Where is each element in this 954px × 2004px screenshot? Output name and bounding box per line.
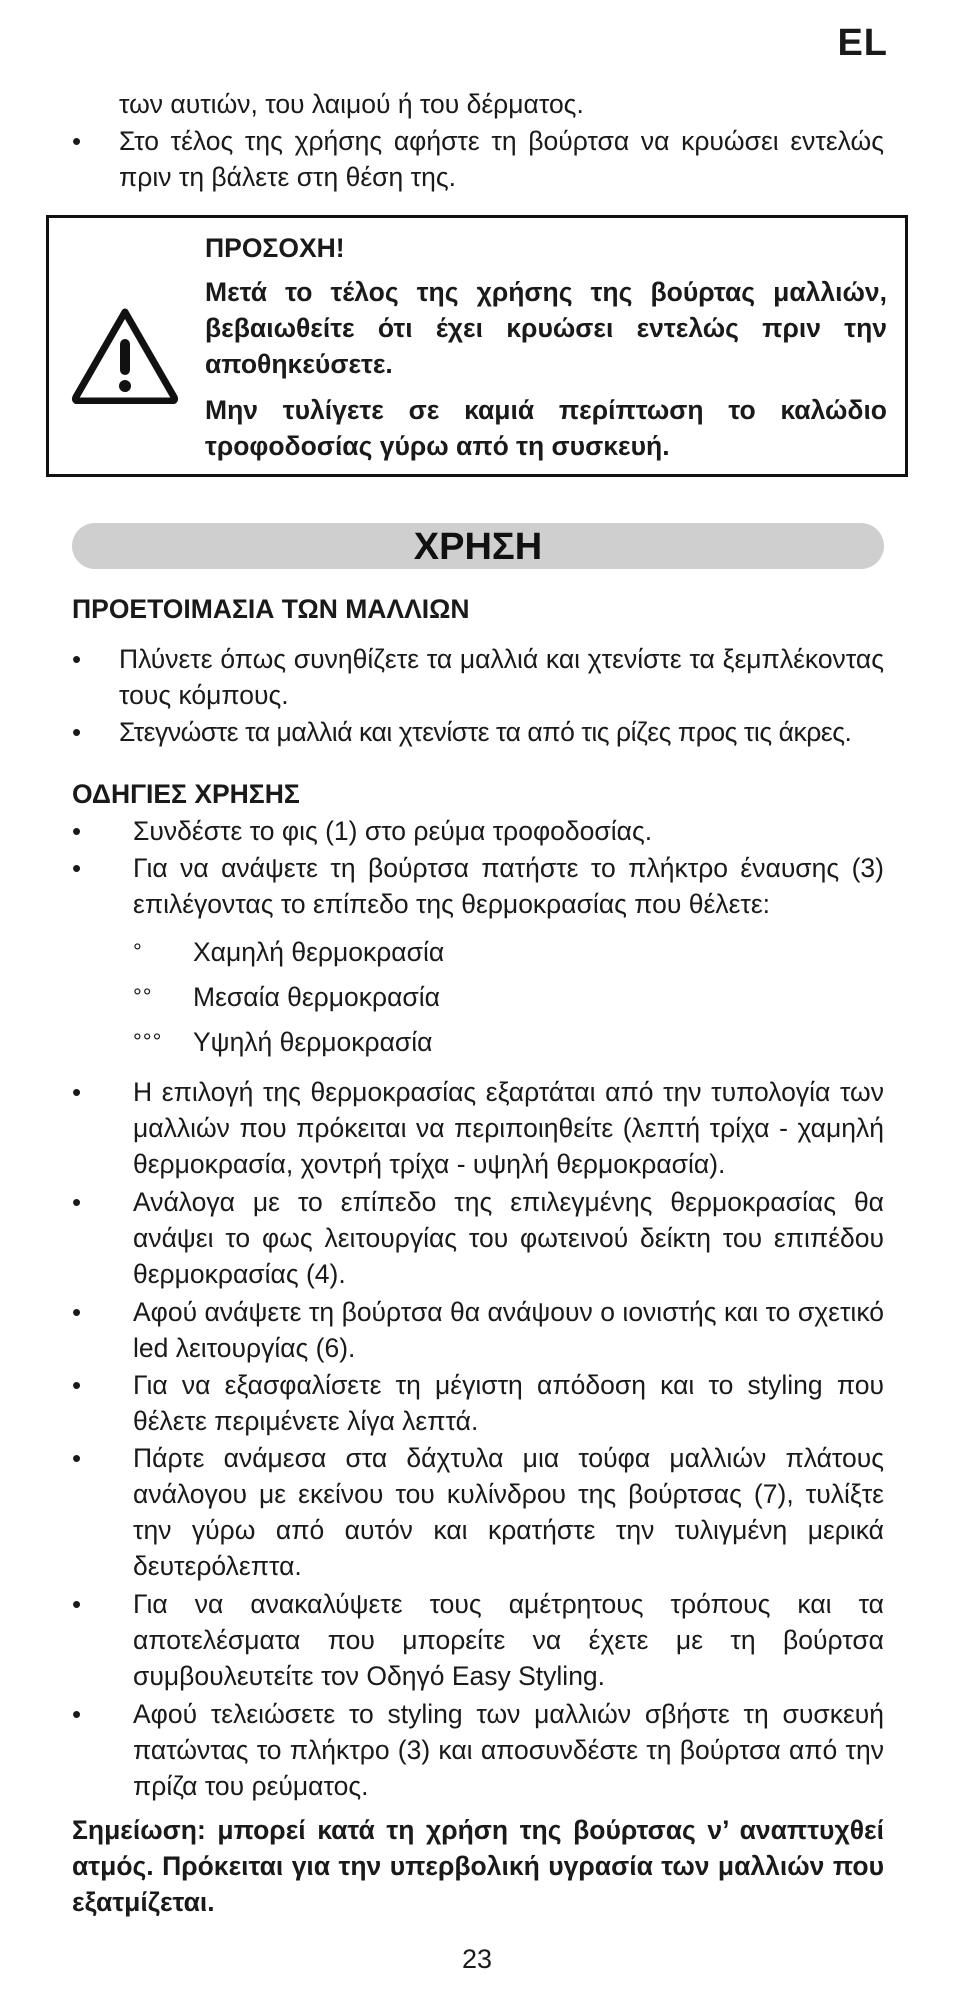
- bullet-marker: •: [72, 1589, 82, 1619]
- temperature-option: Υψηλή θερμοκρασία: [193, 1027, 433, 1057]
- temperature-mark: °°°: [133, 1029, 163, 1054]
- instruction-item: Η επιλογή της θερμοκρασίας εξαρτάται από την τυπολογία των μαλλιών που πρόκειται να περιποιηθείτε (λεπτή τρίχα - χαμηλή θερμοκρασία, χοντρή τρίχα - υψηλή θερμοκρασία).: [133, 1077, 884, 1179]
- prep-item: Πλύνετε όπως συνηθίζετε τα μαλλιά και χτενίστε τα ξεμπλέκοντας τους κόμπους.: [119, 644, 884, 710]
- warning-box: [46, 215, 908, 477]
- bullet-marker: •: [72, 1370, 82, 1400]
- instruction-item: Για να εξασφαλίσετε τη μέγιστη απόδοση και το styling που θέλετε περιμένετε λίγα λεπτά.: [133, 1370, 884, 1436]
- bullet-marker: •: [72, 1187, 82, 1217]
- temperature-option: Χαμηλή θερμοκρασία: [193, 937, 445, 967]
- prep-item: Στεγνώστε τα μαλλιά και χτενίστε τα από τις ρίζες προς τις άκρες.: [119, 717, 852, 747]
- bullet-marker: •: [72, 644, 82, 674]
- instruction-item: Ανάλογα με το επίπεδο της επιλεγμένης θερμοκρασίας θα ανάψει το φως λειτουργίας του φωτεινού δείκτη του επιπέδου θερμοκρασίας (4).: [133, 1187, 884, 1289]
- instruction-item: Αφού τελειώσετε το styling των μαλλιών σβήστε τη συσκευή πατώντας το πλήκτρο (3) και αποσυνδέστε τη βούρτσα από την πρίζα του ρεύματος.: [133, 1699, 884, 1801]
- bullet-marker: •: [72, 816, 82, 846]
- bullet-marker: •: [72, 1297, 82, 1327]
- bullet-marker: •: [72, 1443, 82, 1473]
- note-paragraph: Σημείωση: μπορεί κατά τη χρήση της βούρτσας ν’ αναπτυχθεί ατμός. Πρόκειται για την υπερβολική υγρασία των μαλλιών που εξατμίζεται.: [72, 1815, 884, 1917]
- page-number: 23: [461, 1944, 493, 1974]
- bullet-marker: •: [72, 853, 82, 883]
- bullet-marker: •: [72, 1077, 82, 1107]
- warning-paragraph-1: Μετά το τέλος της χρήσης της βούρτας μαλλιών, βεβαιωθείτε ότι έχει κρυώσει εντελώς πριν την αποθηκεύσετε.: [205, 277, 887, 379]
- instruction-item: Αφού ανάψετε τη βούρτσα θα ανάψουν ο ιονιστής και το σχετικό led λειτουργίας (6).: [133, 1297, 884, 1363]
- instruction-item: Για να ανάψετε τη βούρτσα πατήστε το πλήκτρο έναυσης (3) επιλέγοντας το επίπεδο της θερμοκρασίας που θέλετε:: [133, 853, 884, 919]
- temperature-mark: °°: [133, 984, 153, 1009]
- language-code: EL: [837, 22, 888, 64]
- temperature-option: Μεσαία θερμοκρασία: [193, 982, 440, 1012]
- warning-triangle-icon: [71, 306, 179, 404]
- instructions-heading: ΟΔΗΓΙΕΣ ΧΡΗΣΗΣ: [72, 779, 300, 809]
- instruction-item: Συνδέστε το φις (1) στο ρεύμα τροφοδοσίας.: [133, 816, 653, 846]
- warning-paragraph-2: Μην τυλίγετε σε καμιά περίπτωση το καλώδιο τροφοδοσίας γύρω από τη συσκευή.: [205, 395, 887, 461]
- bullet-marker: •: [72, 717, 82, 747]
- temperature-mark: °: [133, 939, 143, 964]
- warning-title: ΠΡΟΣΟΧΗ!: [205, 233, 345, 263]
- section-title: ΧΡΗΣΗ: [72, 523, 884, 569]
- continued-text: των αυτιών, του λαιμού ή του δέρματος.: [119, 89, 584, 119]
- instruction-item: Πάρτε ανάμεσα στα δάχτυλα μια τούφα μαλλιών πλάτους ανάλογου με εκείνου του κυλίνδρου της βούρτσας (7), τυλίξτε την γύρω από αυτόν και κρατήστε την τυλιγμένη μερικά δευτερόλεπτα.: [133, 1443, 884, 1581]
- bullet-marker: •: [72, 1699, 82, 1729]
- intro-bullet: Στο τέλος της χρήσης αφήστε τη βούρτσα να κρυώσει εντελώς πριν τη βάλετε στη θέση της.: [119, 126, 884, 192]
- bullet-marker: •: [72, 126, 82, 156]
- prep-heading: ΠΡΟΕΤΟΙΜΑΣΙΑ ΤΩΝ ΜΑΛΛΙΩΝ: [72, 594, 470, 624]
- instruction-item: Για να ανακαλύψετε τους αμέτρητους τρόπους και τα αποτελέσματα που μπορείτε να έχετε με τη βούρτσα συμβουλευτείτε τον Οδηγό Easy Styling.: [133, 1589, 884, 1691]
